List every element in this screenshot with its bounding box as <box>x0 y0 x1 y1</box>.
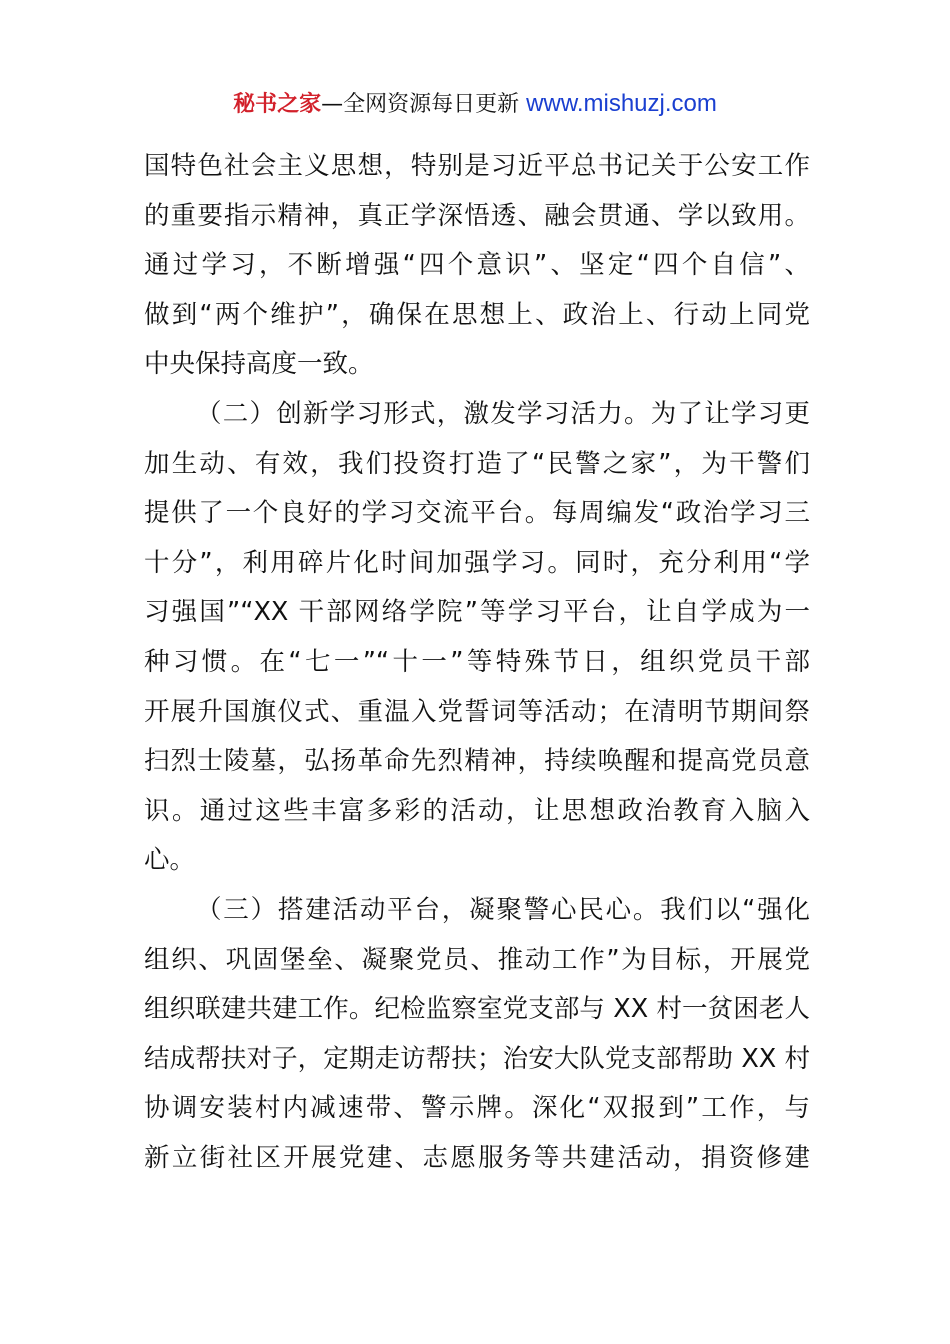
body-text-line: 组织、巩固堡垒、凝聚党员、推动工作”为目标，开展党 <box>144 944 810 975</box>
body-text-line: 提供了一个良好的学习交流平台。每周编发“政治学习三 <box>144 498 810 529</box>
body-text-line: 国特色社会主义思想，特别是习近平总书记关于公安工作 <box>144 151 810 181</box>
site-header <box>0 88 950 121</box>
body-text-line: 心。 <box>144 845 196 876</box>
body-text-line: 识。通过这些丰富多彩的活动，让思想政治教育入脑入 <box>144 795 810 826</box>
body-text-line: 中央保持高度一致。 <box>144 349 374 380</box>
header-tagline: —全网资源每日更新 <box>321 92 527 117</box>
body-text-line: 新立街社区开展党建、志愿服务等共建活动，捐资修建 <box>144 1142 810 1173</box>
document-body <box>144 142 810 1183</box>
body-text-line: （三）搭建活动平台，凝聚警心民心。我们以“强化 <box>196 894 810 925</box>
body-text-line: 做到“两个维护”，确保在思想上、政治上、行动上同党 <box>144 299 810 330</box>
body-text-line: 十分”，利用碎片化时间加强学习。同时，充分利用“学 <box>144 547 810 578</box>
body-text-line: 开展升国旗仪式、重温入党誓词等活动；在清明节期间祭 <box>144 696 810 727</box>
body-text-line: 组织联建共建工作。纪检监察室党支部与 XX 村一贫困老人 <box>144 994 810 1025</box>
body-text-line: 种习惯。在“七一”“十一”等特殊节日，组织党员干部 <box>144 646 810 677</box>
body-text-line: 结成帮扶对子，定期走访帮扶；治安大队党支部帮助 XX 村 <box>144 1043 810 1074</box>
body-text-line: 习强国”“XX 干部网络学院”等学习平台，让自学成为一 <box>144 597 810 628</box>
body-text-line: 加生动、有效，我们投资打造了“民警之家”，为干警们 <box>144 448 810 479</box>
body-text-line: 扫烈士陵墓，弘扬革命先烈精神，持续唤醒和提高党员意 <box>144 746 810 777</box>
body-text-line: 的重要指示精神，真正学深悟透、融会贯通、学以致用。 <box>144 200 810 231</box>
body-text-line: 通过学习，不断增强“四个意识”、坚定“四个自信”、 <box>144 250 810 281</box>
body-text-line: 协调安装村内减速带、警示牌。深化“双报到”工作，与 <box>144 1093 810 1124</box>
body-text-line: （二）创新学习形式，激发学习活力。为了让学习更 <box>196 398 810 429</box>
brand-name: 秘书之家 <box>233 92 322 117</box>
site-url-link[interactable]: www.mishuzj.com <box>526 90 717 117</box>
